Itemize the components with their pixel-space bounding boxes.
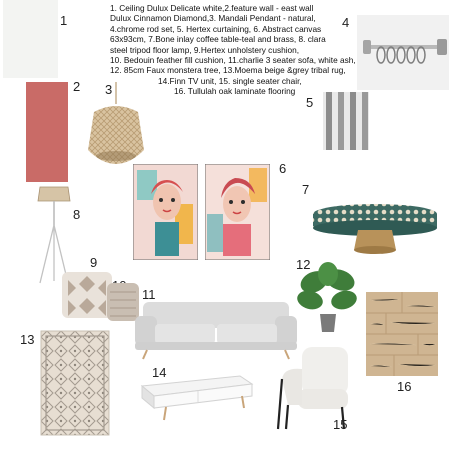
legend-line: Dulux Cinnamon Diamond,3. Mandali Pendant - natural, [110, 13, 316, 24]
item-number-4: 4 [342, 15, 350, 30]
item-number-2: 2 [73, 79, 81, 94]
item-number-8: 8 [73, 207, 81, 222]
abstract-canvas-right [205, 164, 270, 260]
item-number-14: 14 [152, 365, 167, 380]
tribal-rug-image [40, 330, 110, 436]
legend-line: 4.chrome rod set, 5. Hertex curtaining, 6. Abstract canvas [110, 23, 322, 34]
legend-line: 10. Bedouin feather fill cushion, 11.charlie 3 seater sofa, white ash, [110, 55, 356, 66]
tv-unit-image [138, 374, 254, 422]
item-number-5: 5 [306, 95, 314, 110]
feature-wall-swatch [26, 82, 68, 182]
legend-line: 1. Ceiling Dulux Delicate white,2.feature wall - east wall [110, 3, 314, 13]
legend-line: 63x93cm, 7.Bone inlay coffee table-teal and brass, 8. clara [110, 34, 326, 45]
item-number-15: 15 [333, 417, 348, 432]
item-number-16: 16 [397, 379, 412, 394]
legend-line: 12. 85cm Faux monstera tree, 13.Moema beige &grey tribal rug, [110, 65, 346, 76]
curtain-fabric-swatch [323, 92, 369, 150]
item-number-9: 9 [90, 255, 98, 270]
item-number-13: 13 [20, 332, 35, 347]
item-number-11: 11 [142, 287, 156, 302]
coffee-table-image [308, 200, 442, 260]
abstract-canvas-left [133, 164, 198, 260]
item-number-1: 1 [60, 13, 68, 28]
single-seater-chair-image [272, 345, 352, 431]
item-number-7: 7 [302, 182, 310, 197]
ceiling-paint-swatch [3, 0, 58, 78]
legend-line: 16. Tullulah oak laminate flooring [174, 86, 296, 97]
oak-flooring-swatch [366, 292, 438, 376]
legend-line: steel tripod floor lamp, 9.Hertex unholstery cushion, [110, 44, 300, 55]
item-number-3: 3 [105, 82, 113, 97]
item-number-12: 12 [296, 257, 311, 272]
item-number-6: 6 [279, 161, 287, 176]
legend-line: 14.Finn TV unit, 15. single seater chair, [158, 75, 302, 86]
chrome-rod-drawing [357, 15, 449, 90]
faux-monstera-plant-image [296, 262, 360, 334]
